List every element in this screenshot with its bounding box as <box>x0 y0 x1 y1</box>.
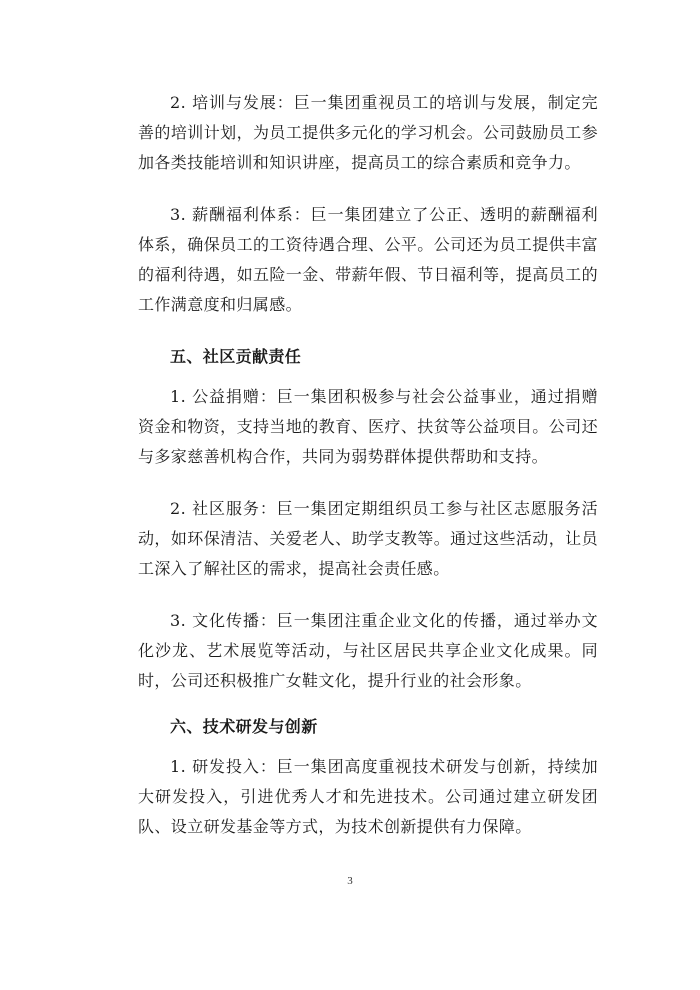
paragraph-compensation-benefits: 3. 薪酬福利体系：巨一集团建立了公正、透明的薪酬福利体系，确保员工的工资待遇合理、公平。公司还为员工提供丰富的福利待遇，如五险一金、带薪年假、节日福利等，提高员工的工作满意度和归属感。 <box>138 205 598 314</box>
paragraph-culture-spread: 3. 文化传播：巨一集团注重企业文化的传播，通过举办文化沙龙、艺术展览等活动，与社区居民共享企业文化成果。同时，公司还积极推广女鞋文化，提升行业的社会形象。 <box>138 611 598 690</box>
section-heading-community: 五、社区贡献责任 <box>170 347 302 366</box>
paragraph-training-development: 2. 培训与发展：巨一集团重视员工的培训与发展，制定完善的培训计划，为员工提供多元化的学习机会。公司鼓励员工参加各类技能培训和知识讲座，提高员工的综合素质和竞争力。 <box>138 93 598 172</box>
section-heading-rnd: 六、技术研发与创新 <box>170 717 318 736</box>
paragraph-charity-donation: 1. 公益捐赠：巨一集团积极参与社会公益事业，通过捐赠资金和物资，支持当地的教育、医疗、扶贫等公益项目。公司还与多家慈善机构合作，共同为弱势群体提供帮助和支持。 <box>138 387 598 466</box>
page-number: 3 <box>347 875 353 887</box>
paragraph-rnd-investment: 1. 研发投入：巨一集团高度重视技术研发与创新，持续加大研发投入，引进优秀人才和先进技术。公司通过建立研发团队、设立研发基金等方式，为技术创新提供有力保障。 <box>138 757 598 836</box>
paragraph-community-service: 2. 社区服务：巨一集团定期组织员工参与社区志愿服务活动，如环保清洁、关爱老人、助学支教等。通过这些活动，让员工深入了解社区的需求，提高社会责任感。 <box>138 499 598 578</box>
